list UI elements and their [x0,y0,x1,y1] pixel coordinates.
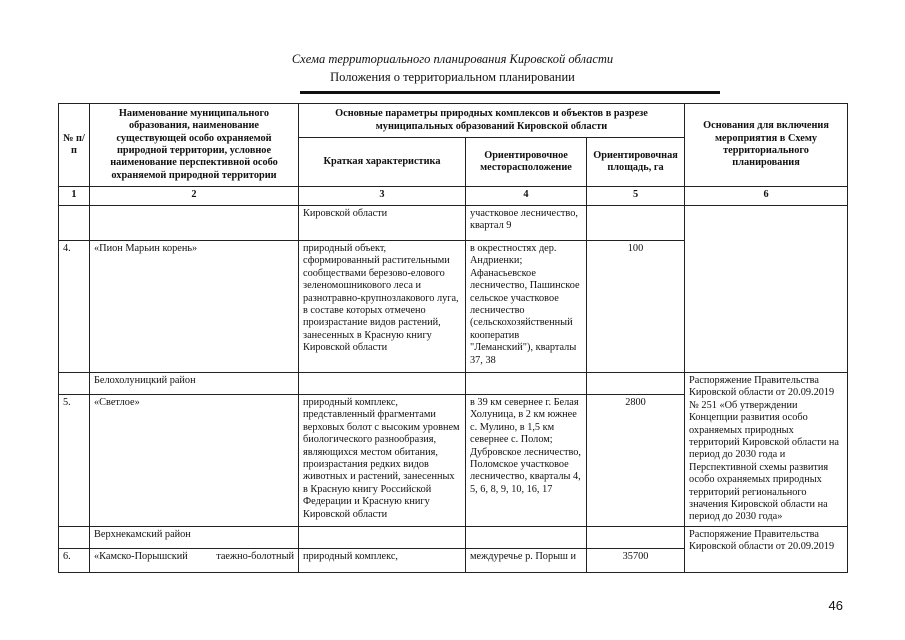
cell-area [587,206,685,241]
cell-name: «Светлое» [90,395,299,527]
header-parameters-group: Основные параметры природных комплексов и объектов в разрезе муниципальных образований Кировской области [299,104,685,138]
district-row [59,527,848,549]
cell-area: 100 [587,241,685,373]
header-location: Ориентировочное месторасположение [466,138,587,187]
column-number: 4 [466,187,587,206]
cell-name [90,549,299,573]
header-rule [300,91,720,94]
cell-basis: Распоряжение Правительства Кировской области от 20.09.2019 [685,527,848,573]
cell-area: 2800 [587,395,685,527]
cell-basis: Распоряжение Правительства Кировской области от 20.09.2019 № 251 «Об утверждении Концепции развития особо охраняемых природных территорий Кировской области на период до 2030 года и Перспективной схемы развития особо охраняемых природных территорий регионального значения Кировской области на период до 2030 года» [685,373,848,527]
district-name: Белохолуницкий район [90,373,299,395]
cell-location: в 39 км севернее г. Белая Холуница, в 2 км южнее с. Мулино, в 1,5 км севернее с. Полом; Дубровское лесничество, Поломское участковое лесничество, кварталы 4, 5, 6, 8, 9, 10, 16, 17 [466,395,587,527]
cell-location: участковое лесничество, квартал 9 [466,206,587,241]
cell-number: 4. [59,241,90,373]
cell-name-part: «Камско-Порышский [94,551,188,562]
header-basis: Основания для включения мероприятия в Схему территориального планирования [685,104,848,187]
cell-area: 35700 [587,549,685,573]
table-row [59,206,848,241]
header-characteristic: Краткая характеристика [299,138,466,187]
column-number: 1 [59,187,90,206]
column-number: 3 [299,187,466,206]
page-number: 46 [828,598,843,613]
cell-location [466,373,587,395]
column-number: 2 [90,187,299,206]
cell-number [59,527,90,549]
cell-number: 5. [59,395,90,527]
cell-number: 6. [59,549,90,573]
column-number: 6 [685,187,848,206]
header-area: Ориентировочная площадь, га [587,138,685,187]
header-number: № п/п [59,104,90,187]
document-title: Схема территориального планирования Кировской области [291,52,614,66]
cell-number [59,373,90,395]
header-name: Наименование муниципального образования, наименование существующей особо охраняемой природной территории, условное наименование перспективной особо охраняемой природной территории [90,104,299,187]
header-row-top [59,104,848,138]
cell-location: в окрестностях дер. Андриенки; Афанасьевское лесничество, Пашинское сельское участковое лесничество (сельскохозяйственный кооператив "Леманский"), кварталы 37, 38 [466,241,587,373]
column-number: 5 [587,187,685,206]
cell-name [90,206,299,241]
district-row [59,373,848,395]
cell-characteristic: природный комплекс, [299,549,466,573]
cell-characteristic [299,373,466,395]
cell-number [59,206,90,241]
cell-characteristic [299,527,466,549]
cell-area [587,373,685,395]
document-subtitle: Положения о территориальном планировании [330,70,575,84]
planning-table [58,103,848,573]
cell-name: «Пион Марьин корень» [90,241,299,373]
district-name: Верхнекамский район [90,527,299,549]
cell-characteristic: природный объект, сформированный растительными сообществами березово-елового зеленомошникового леса и разнотравно-крупнозлакового луга, в составе которых отмечено произрастание видов растений, занесенных в Красную книгу Кировской области [299,241,466,373]
cell-area [587,527,685,549]
cell-location [466,527,587,549]
cell-characteristic: Кировской области [299,206,466,241]
cell-name-part: таежно-болотный [216,551,294,562]
cell-location: междуречье р. Порыш и [466,549,587,573]
cell-characteristic: природный комплекс, представленный фрагментами верховых болот с высоким уровнем биологического разнообразия, являющихся местом обитания, произрастания редких видов животных и растений, занесенных в Красную книгу Российской Федерации и Красную книгу Кировской области [299,395,466,527]
column-number-row [59,187,848,206]
cell-basis [685,206,848,373]
